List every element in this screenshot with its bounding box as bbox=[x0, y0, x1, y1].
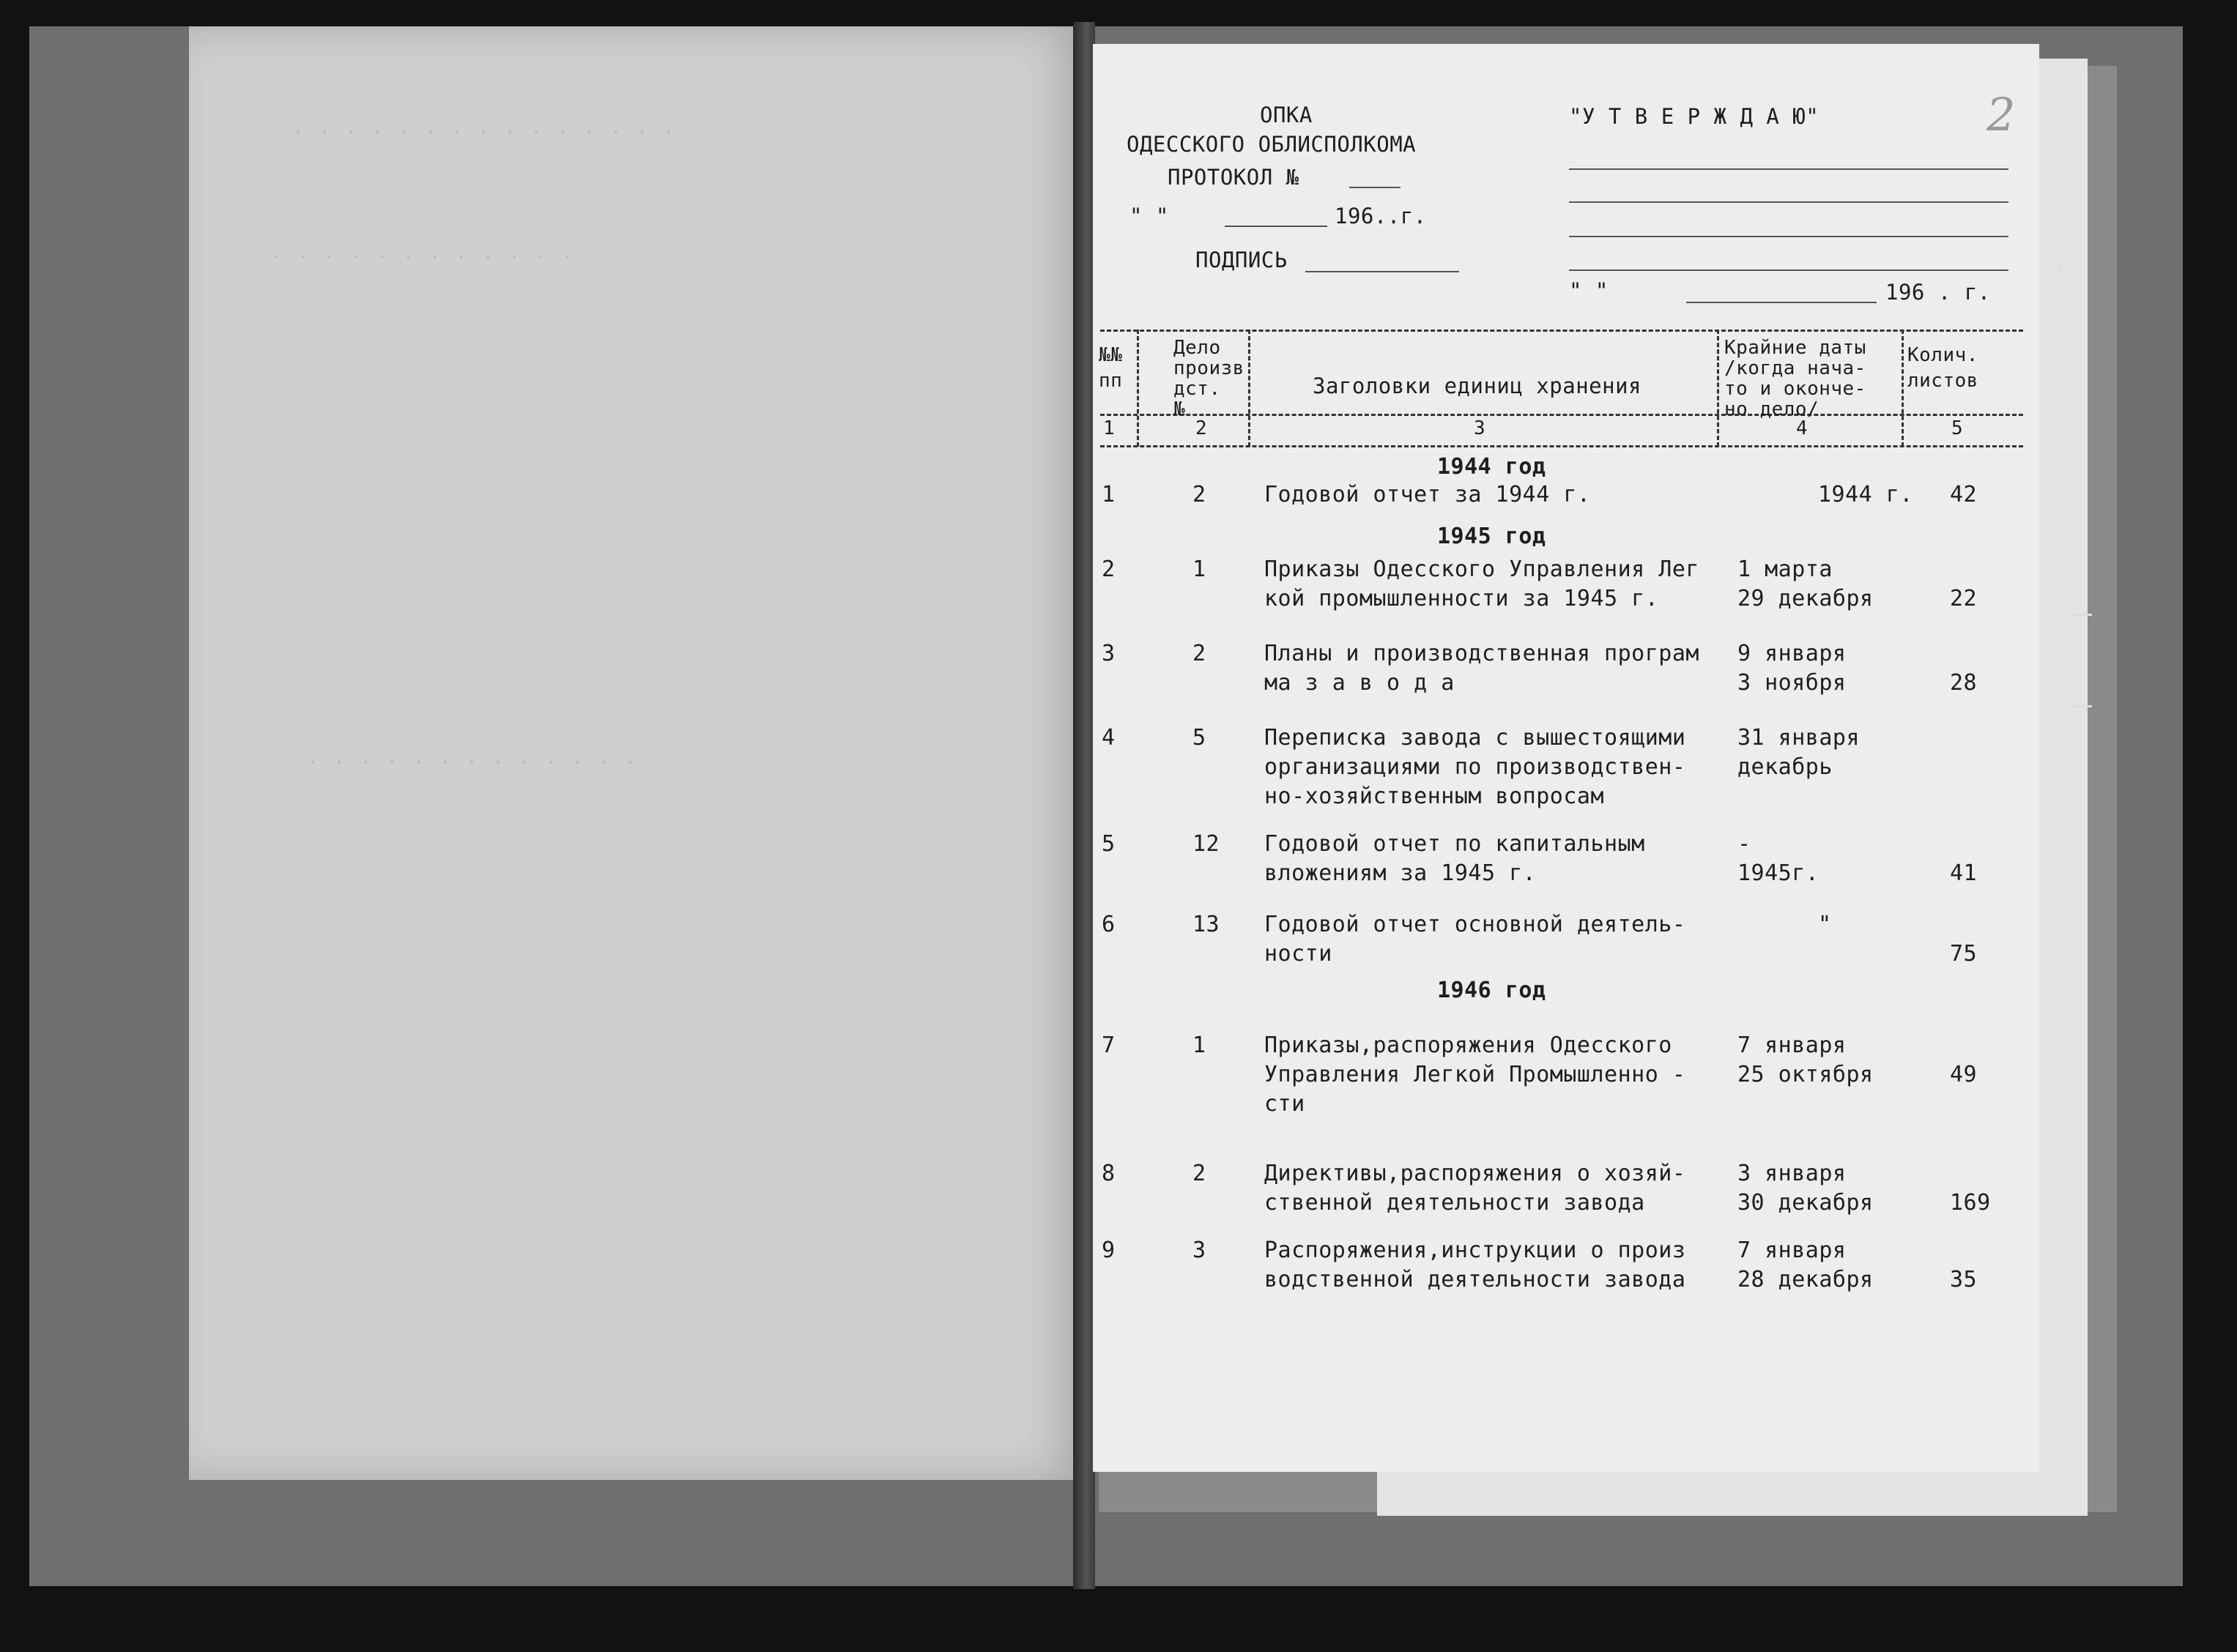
row-number: 3 bbox=[1102, 641, 1116, 666]
row-number: 4 bbox=[1102, 725, 1116, 751]
sheet-count: 169 bbox=[1950, 1190, 1991, 1216]
case-number: 13 bbox=[1192, 912, 1220, 937]
row-title: Приказы Одесского Управления Лег bbox=[1264, 557, 1699, 582]
row-dates: 28 декабря bbox=[1737, 1267, 1874, 1292]
row-dates: 9 января bbox=[1737, 641, 1847, 666]
row-title: Годовой отчет основной деятель- bbox=[1264, 912, 1686, 937]
case-number: 12 bbox=[1192, 831, 1220, 857]
row-title: Управления Легкой Промышленно - bbox=[1264, 1062, 1686, 1087]
table-header-rule bbox=[1100, 414, 2023, 416]
year-heading: 1944 год bbox=[1437, 454, 1546, 480]
column-number-2: 2 bbox=[1195, 417, 1208, 439]
left-page-bleedthrough: . . . . . . . . . . . . . . . . . . . . . . . . . . . . . . . . . . . . . . . . bbox=[189, 26, 1084, 1480]
column-header-2: произв bbox=[1173, 357, 1244, 379]
row-title: ности bbox=[1264, 941, 1332, 967]
sheet-count: 41 bbox=[1950, 860, 1978, 886]
column-header-5: листов bbox=[1907, 370, 1978, 392]
margin-tick bbox=[2073, 614, 2092, 616]
date-blank bbox=[1225, 226, 1327, 227]
case-number: 3 bbox=[1192, 1238, 1206, 1263]
approve-line-3 bbox=[1569, 236, 2008, 237]
column-header-1: пп bbox=[1099, 370, 1123, 392]
document-page bbox=[1093, 44, 2039, 1472]
header-protocol-label: ПРОТОКОЛ № bbox=[1168, 165, 1299, 190]
table-numbering-rule bbox=[1100, 445, 2023, 447]
header-signature-label: ПОДПИСЬ bbox=[1195, 248, 1288, 272]
case-number: 2 bbox=[1192, 641, 1206, 666]
row-number: 2 bbox=[1102, 557, 1116, 582]
row-dates: 1944 г. bbox=[1818, 482, 1913, 507]
column-header-4: то и оконче- bbox=[1724, 378, 1866, 400]
row-dates: 25 октября bbox=[1737, 1062, 1874, 1087]
row-dates: 7 января bbox=[1737, 1238, 1847, 1263]
approve-date-blank bbox=[1686, 302, 1877, 303]
sheet-count: 22 bbox=[1950, 586, 1978, 611]
case-number: 2 bbox=[1192, 482, 1206, 507]
row-title: кой промышленности за 1945 г. bbox=[1264, 586, 1659, 611]
column-header-2: № bbox=[1173, 398, 1186, 420]
row-number: 1 bbox=[1102, 482, 1116, 507]
column-header-4: но дело/ bbox=[1724, 398, 1819, 420]
case-number: 1 bbox=[1192, 1032, 1206, 1058]
header-org: ОПКА bbox=[1260, 103, 1313, 127]
row-number: 6 bbox=[1102, 912, 1116, 937]
row-title: сти bbox=[1264, 1091, 1305, 1117]
row-title: водственной деятельности завода bbox=[1264, 1267, 1686, 1292]
case-number: 5 bbox=[1192, 725, 1206, 751]
margin-g-label: г. bbox=[2057, 258, 2081, 280]
column-header-3: Заголовки единиц хранения bbox=[1313, 373, 1641, 398]
approve-line-4 bbox=[1569, 269, 2008, 271]
row-title: ма з а в о д а bbox=[1264, 670, 1455, 696]
row-number: 7 bbox=[1102, 1032, 1116, 1058]
sheet-count: 49 bbox=[1950, 1062, 1978, 1087]
column-header-1: №№ bbox=[1099, 344, 1123, 366]
column-header-4: /когда нача- bbox=[1724, 357, 1866, 379]
row-title: Переписка завода с вышестоящими bbox=[1264, 725, 1686, 751]
column-header-4: Крайние даты bbox=[1724, 337, 1866, 359]
row-dates: декабрь bbox=[1737, 754, 1833, 780]
column-number-1: 1 bbox=[1103, 417, 1116, 439]
col-divider-3 bbox=[1717, 330, 1719, 447]
row-dates: 3 января bbox=[1737, 1161, 1847, 1186]
margin-tick bbox=[2073, 705, 2092, 707]
row-dates: 30 декабря bbox=[1737, 1190, 1874, 1216]
row-title: Приказы,распоряжения Одесского bbox=[1264, 1032, 1672, 1058]
year-heading: 1945 год bbox=[1437, 524, 1546, 549]
table-top-rule bbox=[1100, 330, 2023, 332]
sheet-count: 42 bbox=[1950, 482, 1978, 507]
row-number: 5 bbox=[1102, 831, 1116, 857]
header-org-full: ОДЕССКОГО ОБЛИСПОЛКОМА bbox=[1127, 132, 1417, 157]
col-divider-2 bbox=[1248, 330, 1250, 447]
sheet-count: 35 bbox=[1950, 1267, 1978, 1292]
column-header-2: Дело bbox=[1173, 337, 1221, 359]
row-title: Годовой отчет по капитальным bbox=[1264, 831, 1645, 857]
approve-date-quotes: " " bbox=[1569, 278, 1609, 303]
row-title: вложениям за 1945 г. bbox=[1264, 860, 1537, 886]
row-dates: 1 марта bbox=[1737, 557, 1833, 582]
case-number: 1 bbox=[1192, 557, 1206, 582]
row-title: Распоряжения,инструкции о произ bbox=[1264, 1238, 1686, 1263]
year-heading: 1946 год bbox=[1437, 978, 1546, 1003]
column-header-2: дст. bbox=[1173, 378, 1221, 400]
row-dates: - bbox=[1737, 831, 1751, 857]
column-number-5: 5 bbox=[1951, 417, 1964, 439]
row-dates: 7 января bbox=[1737, 1032, 1847, 1058]
column-header-5: Колич. bbox=[1907, 344, 1978, 366]
row-dates: 29 декабря bbox=[1737, 586, 1874, 611]
protocol-number-blank bbox=[1349, 187, 1401, 188]
row-dates: 31 января bbox=[1737, 725, 1861, 751]
row-title: ственной деятельности завода bbox=[1264, 1190, 1645, 1216]
sheet-count: 75 bbox=[1950, 941, 1978, 967]
book-spine bbox=[1073, 22, 1095, 1589]
page-number-handwritten: 2 bbox=[1986, 88, 2016, 141]
row-number: 9 bbox=[1102, 1238, 1116, 1263]
approve-line-1 bbox=[1569, 168, 2008, 170]
row-number: 8 bbox=[1102, 1161, 1116, 1186]
case-number: 2 bbox=[1192, 1161, 1206, 1186]
col-divider-1 bbox=[1137, 330, 1139, 447]
header-date-year: 196..г. bbox=[1335, 204, 1427, 228]
row-dates: " bbox=[1818, 912, 1832, 937]
sheet-count: 28 bbox=[1950, 670, 1978, 696]
row-title: Директивы,распоряжения о хозяй- bbox=[1264, 1161, 1686, 1186]
column-number-3: 3 bbox=[1474, 417, 1486, 439]
row-dates: 1945г. bbox=[1737, 860, 1819, 886]
col-divider-4 bbox=[1902, 330, 1904, 447]
row-title: организациями по производствен- bbox=[1264, 754, 1686, 780]
signature-blank bbox=[1305, 271, 1459, 272]
approve-line-2 bbox=[1569, 201, 2008, 203]
header-date-quotes: " " bbox=[1129, 204, 1169, 228]
row-title: Годовой отчет за 1944 г. bbox=[1264, 482, 1591, 507]
header-approve: "У Т В Е Р Ж Д А Ю" bbox=[1569, 104, 1819, 129]
row-title: но-хозяйственным вопросам bbox=[1264, 784, 1605, 809]
row-title: Планы и производственная програм bbox=[1264, 641, 1699, 666]
approve-date-year: 196 . г. bbox=[1885, 280, 1991, 305]
column-number-4: 4 bbox=[1796, 417, 1808, 439]
row-dates: 3 ноября bbox=[1737, 670, 1847, 696]
